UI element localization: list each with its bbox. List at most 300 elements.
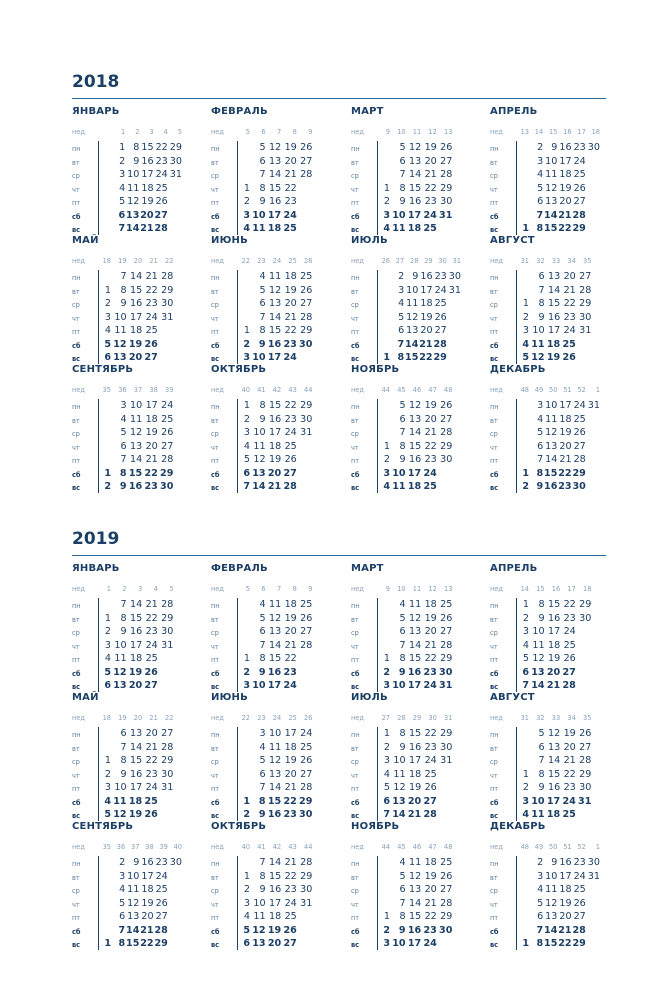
day-cell: 25 bbox=[423, 481, 437, 492]
day-cell: 25 bbox=[161, 413, 174, 425]
day-cell: 26 bbox=[434, 311, 447, 323]
day-cell: 22 bbox=[144, 467, 158, 479]
week-number: 46 bbox=[412, 843, 422, 851]
weekday-label: вт bbox=[211, 744, 219, 753]
day-cell: 22 bbox=[424, 728, 437, 739]
day-cell: 19 bbox=[128, 666, 143, 678]
day-cell: 21 bbox=[145, 271, 158, 282]
day-cell: 9 bbox=[398, 924, 406, 936]
day-cell: 23 bbox=[563, 311, 576, 323]
day-cell: 1 bbox=[383, 911, 390, 922]
weekday-label: сб bbox=[211, 341, 220, 350]
week-number: 25 bbox=[288, 714, 297, 722]
day-cell: 27 bbox=[440, 884, 453, 895]
weekday-label: нед bbox=[490, 257, 503, 265]
day-cell: 12 bbox=[113, 809, 127, 820]
day-cell: 12 bbox=[531, 352, 545, 363]
day-cell: 14 bbox=[268, 782, 282, 793]
day-cell: 12 bbox=[408, 612, 422, 624]
day-cell: 13 bbox=[126, 209, 140, 221]
day-cell: 19 bbox=[563, 728, 576, 739]
day-cell: 30 bbox=[587, 857, 600, 868]
day-cell: 27 bbox=[300, 626, 313, 637]
day-separator-line bbox=[516, 141, 517, 235]
day-cell: 27 bbox=[161, 728, 174, 739]
day-cell: 17 bbox=[407, 680, 422, 691]
day-cell: 25 bbox=[573, 884, 586, 895]
day-cell: 23 bbox=[563, 782, 576, 793]
day-cell: 2 bbox=[104, 626, 111, 637]
day-cell: 24 bbox=[423, 680, 437, 691]
day-cell: 1 bbox=[522, 223, 529, 234]
day-cell: 15 bbox=[141, 142, 154, 153]
day-cell: 23 bbox=[283, 666, 297, 678]
day-cell: 17 bbox=[408, 755, 422, 766]
day-cell: 21 bbox=[284, 311, 297, 323]
day-cell: 4 bbox=[398, 298, 405, 309]
day-cell: 10 bbox=[393, 755, 406, 766]
day-cell: 22 bbox=[424, 911, 437, 922]
day-cell: 3 bbox=[243, 427, 250, 438]
weekday-label: чт bbox=[211, 314, 219, 323]
weekday-label: нед bbox=[211, 585, 224, 593]
day-cell: 31 bbox=[161, 311, 174, 323]
day-cell: 24 bbox=[423, 938, 437, 949]
day-cell: 22 bbox=[424, 182, 437, 194]
day-cell: 3 bbox=[398, 284, 405, 296]
day-cell: 13 bbox=[268, 298, 282, 309]
day-cell: 21 bbox=[145, 599, 158, 610]
day-cell: 21 bbox=[546, 680, 561, 691]
month-name: СЕНТЯБРЬ bbox=[72, 821, 134, 832]
day-cell: 17 bbox=[559, 870, 572, 882]
day-cell: 6 bbox=[243, 467, 250, 479]
day-cell: 7 bbox=[399, 427, 406, 438]
day-cell: 19 bbox=[420, 311, 433, 323]
day-cell: 29 bbox=[154, 938, 168, 949]
weekday-label: пн bbox=[351, 274, 360, 282]
weekday-label: пн bbox=[490, 403, 499, 411]
weekday-label: пн bbox=[490, 860, 499, 868]
day-cell: 8 bbox=[397, 352, 405, 363]
day-cell: 15 bbox=[544, 467, 558, 479]
day-cell: 6 bbox=[259, 298, 266, 309]
day-cell: 30 bbox=[300, 413, 313, 425]
day-cell: 30 bbox=[160, 481, 174, 492]
day-cell: 13 bbox=[406, 325, 419, 336]
weekday-label: вт bbox=[72, 416, 80, 425]
day-cell: 6 bbox=[538, 271, 545, 282]
day-cell: 25 bbox=[434, 298, 447, 309]
week-number: 49 bbox=[534, 386, 544, 394]
day-cell: 28 bbox=[573, 454, 586, 465]
day-cell: 10 bbox=[114, 782, 127, 793]
day-cell: 13 bbox=[408, 413, 422, 425]
weekday-label: пт bbox=[351, 457, 360, 465]
day-cell: 4 bbox=[537, 169, 544, 180]
day-cell: 5 bbox=[522, 653, 529, 664]
weekday-label: вс bbox=[351, 683, 360, 691]
day-cell: 1 bbox=[383, 182, 390, 194]
weekday-label: пн bbox=[211, 602, 220, 610]
day-cell: 17 bbox=[420, 284, 433, 296]
day-cell: 8 bbox=[259, 870, 266, 882]
day-cell: 13 bbox=[408, 155, 422, 167]
week-number: 12 bbox=[428, 585, 437, 593]
day-cell: 28 bbox=[440, 169, 453, 180]
weekday-label: ср bbox=[72, 172, 80, 180]
day-cell: 10 bbox=[252, 680, 266, 691]
day-cell: 1 bbox=[104, 612, 111, 624]
weekday-label: ср bbox=[72, 758, 80, 766]
day-cell: 6 bbox=[383, 795, 390, 807]
day-cell: 15 bbox=[268, 870, 282, 882]
day-cell: 4 bbox=[522, 809, 529, 820]
day-cell: 20 bbox=[424, 413, 437, 425]
day-cell: 12 bbox=[547, 728, 561, 739]
day-cell: 28 bbox=[161, 741, 174, 753]
weekday-label: вт bbox=[490, 158, 498, 167]
day-cell: 22 bbox=[419, 352, 433, 363]
weekday-label: вт bbox=[351, 158, 359, 167]
day-cell: 13 bbox=[129, 440, 143, 452]
weekday-label: чт bbox=[72, 185, 80, 194]
day-separator-line bbox=[516, 856, 517, 950]
weekday-label: нед bbox=[490, 714, 503, 722]
day-cell: 2 bbox=[522, 481, 529, 492]
day-cell: 17 bbox=[141, 870, 154, 882]
day-cell: 15 bbox=[544, 223, 558, 234]
weekday-label: сб bbox=[72, 212, 81, 221]
week-number: 42 bbox=[272, 386, 282, 394]
day-cell: 31 bbox=[578, 795, 592, 807]
weekday-label: сб bbox=[490, 212, 499, 221]
day-cell: 17 bbox=[407, 467, 422, 479]
day-cell: 26 bbox=[563, 653, 576, 664]
day-cell: 11 bbox=[532, 639, 545, 651]
day-cell: 4 bbox=[120, 413, 127, 425]
day-cell: 3 bbox=[120, 400, 127, 411]
day-cell: 27 bbox=[573, 911, 586, 922]
day-cell: 26 bbox=[573, 427, 586, 438]
day-separator-line bbox=[377, 270, 378, 364]
week-number: 5 bbox=[177, 128, 182, 136]
day-cell: 22 bbox=[558, 467, 572, 479]
day-cell: 19 bbox=[267, 924, 282, 936]
day-cell: 29 bbox=[572, 467, 586, 479]
day-cell: 30 bbox=[169, 857, 182, 868]
day-cell: 30 bbox=[587, 142, 600, 153]
day-cell: 14 bbox=[547, 284, 561, 296]
day-cell: 18 bbox=[559, 884, 572, 895]
day-cell: 28 bbox=[154, 924, 168, 936]
weekday-label: сб bbox=[211, 927, 220, 936]
day-cell: 5 bbox=[259, 142, 266, 153]
day-cell: 11 bbox=[531, 809, 545, 820]
day-cell: 28 bbox=[161, 599, 174, 610]
weekday-label: пт bbox=[72, 914, 81, 922]
day-cell: 21 bbox=[140, 924, 154, 936]
week-number: 10 bbox=[397, 128, 406, 136]
day-cell: 7 bbox=[120, 741, 127, 753]
day-cell: 15 bbox=[408, 182, 422, 194]
day-cell: 2 bbox=[243, 884, 250, 895]
weekday-label: ср bbox=[490, 301, 498, 309]
day-cell: 30 bbox=[439, 924, 453, 936]
day-cell: 31 bbox=[587, 400, 600, 411]
day-cell: 1 bbox=[522, 298, 529, 309]
week-number: 41 bbox=[257, 843, 266, 851]
day-cell: 11 bbox=[408, 599, 422, 610]
day-cell: 14 bbox=[545, 454, 558, 465]
day-cell: 30 bbox=[440, 454, 453, 465]
week-number: 23 bbox=[257, 257, 266, 265]
weekday-label: пт bbox=[72, 656, 81, 664]
day-cell: 7 bbox=[259, 857, 266, 868]
day-cell: 7 bbox=[522, 680, 529, 691]
day-cell: 12 bbox=[252, 924, 266, 936]
weekday-label: вс bbox=[351, 355, 360, 363]
day-cell: 31 bbox=[161, 639, 174, 651]
week-number: 11 bbox=[412, 128, 422, 136]
day-cell: 16 bbox=[547, 311, 561, 323]
day-cell: 13 bbox=[127, 911, 140, 922]
day-cell: 18 bbox=[559, 169, 572, 180]
day-cell: 5 bbox=[243, 924, 250, 936]
day-cell: 10 bbox=[392, 680, 406, 691]
day-cell: 4 bbox=[243, 911, 250, 922]
weekday-label: пт bbox=[351, 656, 360, 664]
day-cell: 28 bbox=[154, 223, 168, 234]
day-cell: 27 bbox=[283, 938, 297, 949]
month-name: ИЮЛЬ bbox=[351, 692, 388, 703]
day-cell: 24 bbox=[563, 325, 576, 336]
day-cell: 3 bbox=[383, 938, 390, 949]
day-separator-line bbox=[237, 727, 238, 821]
day-cell: 2 bbox=[522, 782, 529, 793]
day-cell: 8 bbox=[536, 467, 544, 479]
weekday-label: нед bbox=[351, 257, 364, 265]
day-cell: 2 bbox=[243, 666, 250, 678]
weekday-label: сб bbox=[211, 798, 220, 807]
day-cell: 19 bbox=[141, 897, 154, 909]
day-cell: 25 bbox=[424, 768, 437, 780]
week-number: 5 bbox=[245, 585, 250, 593]
weekday-label: пн bbox=[351, 731, 360, 739]
weekday-label: вт bbox=[490, 287, 498, 296]
day-cell: 21 bbox=[284, 169, 297, 180]
day-cell: 16 bbox=[408, 741, 422, 753]
day-cell: 4 bbox=[522, 338, 529, 350]
week-number: 21 bbox=[149, 714, 158, 722]
day-cell: 3 bbox=[243, 897, 250, 909]
week-number: 33 bbox=[551, 257, 561, 265]
day-cell: 5 bbox=[399, 612, 406, 624]
day-cell: 21 bbox=[424, 427, 437, 438]
weekday-label: пт bbox=[72, 785, 81, 793]
day-cell: 25 bbox=[283, 223, 297, 234]
day-separator-line bbox=[377, 856, 378, 950]
day-cell: 24 bbox=[283, 352, 297, 363]
day-cell: 28 bbox=[440, 427, 453, 438]
weekday-label: сб bbox=[351, 341, 360, 350]
day-cell: 21 bbox=[284, 782, 297, 793]
day-cell: 31 bbox=[300, 427, 313, 438]
weekday-label: ср bbox=[351, 758, 359, 766]
day-cell: 24 bbox=[145, 639, 158, 651]
day-cell: 9 bbox=[259, 884, 266, 895]
weekday-label: ср bbox=[211, 430, 219, 438]
day-cell: 8 bbox=[118, 938, 126, 949]
day-cell: 9 bbox=[133, 155, 140, 167]
day-cell: 23 bbox=[145, 768, 158, 780]
week-number: 29 bbox=[424, 257, 433, 265]
weekday-label: нед bbox=[351, 585, 364, 593]
weekday-label: пт bbox=[351, 328, 360, 336]
day-cell: 5 bbox=[120, 427, 127, 438]
day-cell: 31 bbox=[300, 897, 313, 909]
day-cell: 6 bbox=[537, 440, 544, 452]
day-cell: 9 bbox=[120, 298, 127, 309]
day-cell: 8 bbox=[120, 284, 127, 296]
day-cell: 18 bbox=[141, 182, 154, 194]
day-cell: 16 bbox=[129, 298, 143, 309]
weekday-label: вт bbox=[211, 287, 219, 296]
day-cell: 11 bbox=[408, 857, 422, 868]
day-cell: 28 bbox=[161, 271, 174, 282]
day-cell: 20 bbox=[546, 666, 561, 678]
weekday-label: нед bbox=[490, 386, 503, 394]
week-number: 35 bbox=[102, 386, 111, 394]
day-cell: 13 bbox=[268, 626, 282, 637]
day-cell: 30 bbox=[161, 768, 174, 780]
day-cell: 20 bbox=[141, 911, 154, 922]
day-cell: 1 bbox=[522, 938, 529, 949]
week-number: 48 bbox=[520, 843, 529, 851]
day-cell: 26 bbox=[300, 755, 313, 766]
day-cell: 3 bbox=[522, 626, 529, 637]
day-cell: 30 bbox=[440, 196, 453, 207]
week-number: 22 bbox=[165, 714, 174, 722]
day-cell: 19 bbox=[284, 612, 297, 624]
day-cell: 4 bbox=[399, 599, 406, 610]
week-number: 51 bbox=[563, 843, 572, 851]
day-cell: 8 bbox=[399, 653, 406, 664]
day-cell: 4 bbox=[537, 884, 544, 895]
weekday-label: пт bbox=[351, 785, 360, 793]
day-cell: 2 bbox=[104, 768, 111, 780]
day-cell: 23 bbox=[423, 666, 437, 678]
weekday-label: вс bbox=[72, 355, 81, 363]
day-cell: 3 bbox=[383, 755, 390, 766]
day-cell: 25 bbox=[440, 599, 453, 610]
day-cell: 12 bbox=[268, 755, 282, 766]
day-cell: 27 bbox=[440, 413, 453, 425]
week-number: 42 bbox=[272, 843, 282, 851]
day-cell: 21 bbox=[563, 284, 576, 296]
day-cell: 6 bbox=[119, 911, 126, 922]
day-cell: 16 bbox=[268, 196, 282, 207]
weekday-label: ср bbox=[490, 629, 498, 637]
day-cell: 29 bbox=[299, 795, 313, 807]
month-name: АПРЕЛЬ bbox=[490, 106, 538, 117]
day-cell: 24 bbox=[155, 169, 168, 180]
day-cell: 22 bbox=[424, 653, 437, 664]
week-number: 1 bbox=[120, 128, 126, 136]
day-cell: 26 bbox=[144, 338, 158, 350]
weekday-label: вт bbox=[351, 744, 359, 753]
day-cell: 3 bbox=[383, 680, 390, 691]
day-cell: 3 bbox=[104, 639, 111, 651]
day-cell: 12 bbox=[532, 653, 545, 664]
day-cell: 5 bbox=[243, 454, 250, 465]
day-cell: 18 bbox=[284, 271, 297, 282]
day-cell: 8 bbox=[536, 223, 544, 234]
weekday-label: пт bbox=[211, 914, 220, 922]
day-cell: 25 bbox=[440, 857, 453, 868]
day-cell: 15 bbox=[408, 728, 422, 739]
day-cell: 10 bbox=[268, 728, 282, 739]
day-cell: 9 bbox=[120, 626, 127, 637]
day-cell: 11 bbox=[114, 653, 127, 664]
weekday-label: нед bbox=[351, 386, 364, 394]
weekday-label: вт bbox=[211, 416, 219, 425]
day-cell: 2 bbox=[537, 142, 544, 153]
day-cell: 30 bbox=[579, 782, 592, 793]
day-cell: 26 bbox=[161, 427, 174, 438]
weekday-label: чт bbox=[351, 900, 359, 909]
week-number: 23 bbox=[257, 714, 266, 722]
day-cell: 29 bbox=[579, 768, 592, 780]
day-cell: 5 bbox=[104, 809, 111, 820]
day-cell: 20 bbox=[267, 467, 282, 479]
day-cell: 18 bbox=[424, 599, 437, 610]
week-number: 27 bbox=[395, 257, 405, 265]
day-cell: 1 bbox=[522, 467, 529, 479]
day-cell: 22 bbox=[284, 653, 297, 664]
week-number: 41 bbox=[257, 386, 266, 394]
week-number: 18 bbox=[102, 714, 111, 722]
day-cell: 25 bbox=[144, 795, 158, 807]
day-cell: 11 bbox=[545, 169, 558, 180]
day-cell: 25 bbox=[300, 741, 313, 753]
day-cell: 3 bbox=[119, 870, 126, 882]
day-cell: 7 bbox=[536, 209, 544, 221]
day-cell: 29 bbox=[169, 142, 182, 153]
week-number: 22 bbox=[165, 257, 174, 265]
day-cell: 16 bbox=[268, 413, 282, 425]
day-cell: 19 bbox=[547, 653, 561, 664]
day-cell: 25 bbox=[145, 653, 158, 664]
day-cell: 30 bbox=[572, 481, 586, 492]
day-cell: 21 bbox=[145, 741, 158, 753]
day-cell: 18 bbox=[408, 768, 422, 780]
day-cell: 29 bbox=[161, 612, 174, 624]
day-cell: 10 bbox=[532, 325, 545, 336]
weekday-label: вс bbox=[351, 226, 360, 234]
day-cell: 14 bbox=[129, 741, 143, 753]
month-name: СЕНТЯБРЬ bbox=[72, 364, 134, 375]
weekday-label: чт bbox=[211, 642, 219, 651]
day-cell: 9 bbox=[536, 481, 544, 492]
day-cell: 11 bbox=[268, 271, 282, 282]
day-cell: 2 bbox=[383, 924, 390, 936]
day-cell: 29 bbox=[160, 467, 174, 479]
month-name: МАЙ bbox=[72, 235, 99, 246]
day-cell: 6 bbox=[104, 680, 111, 691]
day-cell: 7 bbox=[383, 809, 390, 820]
day-cell: 10 bbox=[252, 352, 266, 363]
